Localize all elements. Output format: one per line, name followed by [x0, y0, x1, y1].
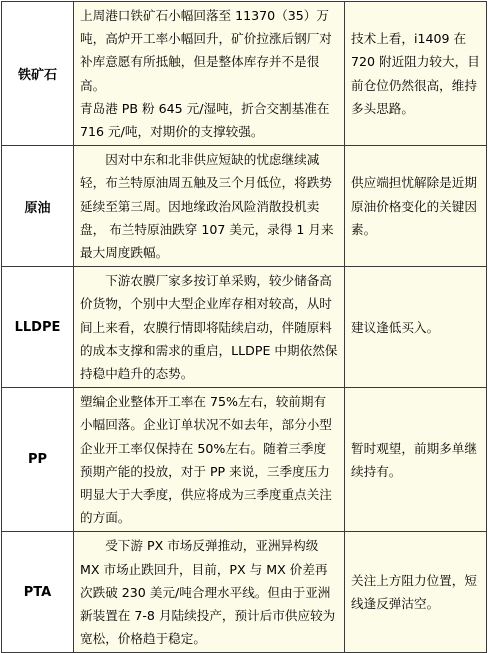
commodity-name: LLDPE	[2, 267, 74, 388]
trading-view-text: 关注上方阻力位置，短线逢反弹沽空。	[351, 573, 477, 612]
trading-view	[345, 267, 487, 388]
trading-view-text: 建议逢低买入。	[351, 319, 440, 335]
commodity-analysis-table	[1, 1, 487, 653]
market-description	[74, 532, 345, 653]
market-description	[74, 146, 345, 267]
trading-view	[345, 2, 487, 146]
table-row-crude-oil	[2, 146, 487, 267]
market-description	[74, 388, 345, 532]
trading-view	[345, 388, 487, 532]
commodity-name: PP	[2, 388, 74, 532]
commodity-name: PTA	[2, 532, 74, 653]
table-row-lldpe	[2, 267, 487, 388]
description-paragraph: 因对中东和北非供应短缺的忧虑继续减轻，布兰特原油周五触及三个月低位，将跌势延续至第三周。因地缘政治风险消散投机卖盘， 布兰特原油跌穿 107 美元，录得 1 月来最大周度跌幅。	[80, 152, 334, 261]
market-description	[74, 2, 345, 146]
description-paragraph: 上周港口铁矿石小幅回落至 11370（35）万吨，高炉开工率小幅回升，矿价拉涨后钢厂对补库意愿有所抵触，但是整体库存并不是很高。	[80, 8, 332, 93]
trading-view	[345, 532, 487, 653]
table-row-pp	[2, 388, 487, 532]
description-paragraph: 青岛港 PB 粉 645 元/湿吨，折合交割基准在 716 元/吨，对期价的支撑较强。	[80, 100, 330, 140]
trading-view-text: 供应端担忧解除是近期原油价格变化的关键因素。	[351, 175, 477, 237]
table-row-pta	[2, 532, 487, 653]
description-paragraph: 塑编企业整体开工率在 75%左右，较前期有小幅回落。企业订单状况不如去年，部分小型企业开工率仅保持在 50%左右。随着三季度预期产能的投放，对于 PP 来说，三季度压力明显大于大季度，供应将成为三季度重点关注的方面。	[80, 394, 332, 526]
commodity-name: 铁矿石	[2, 2, 74, 146]
description-paragraph: 受下游 PX 市场反弹推动，亚洲异构级 MX 市场止跌回升，目前，PX 与 MX 价差再次跌破 230 美元/吨合理水平线。但由于亚洲新装置在 7-8 月陆续投产，预计后市供应较为宽松，价格趋于稳定。	[80, 538, 336, 647]
commodity-name: 原油	[2, 146, 74, 267]
trading-view-text: 技术上看，i1409 在 720 附近阻力较大，目前仓位仍然很高，维持多头思路。	[351, 31, 480, 116]
market-description	[74, 267, 345, 388]
trading-view	[345, 146, 487, 267]
trading-view-text: 暂时观望，前期多单继续持有。	[351, 440, 477, 479]
description-paragraph: 下游农膜厂家多按订单采购，较少储备高价货物，个别中大型企业库存相对较高，从时间上来看，农膜行情即将陆续启动，伴随原料的成本支撑和需求的重启，LLDPE 中期依然保持稳中趋升的态势。	[80, 273, 338, 382]
table-row-iron-ore	[2, 2, 487, 146]
